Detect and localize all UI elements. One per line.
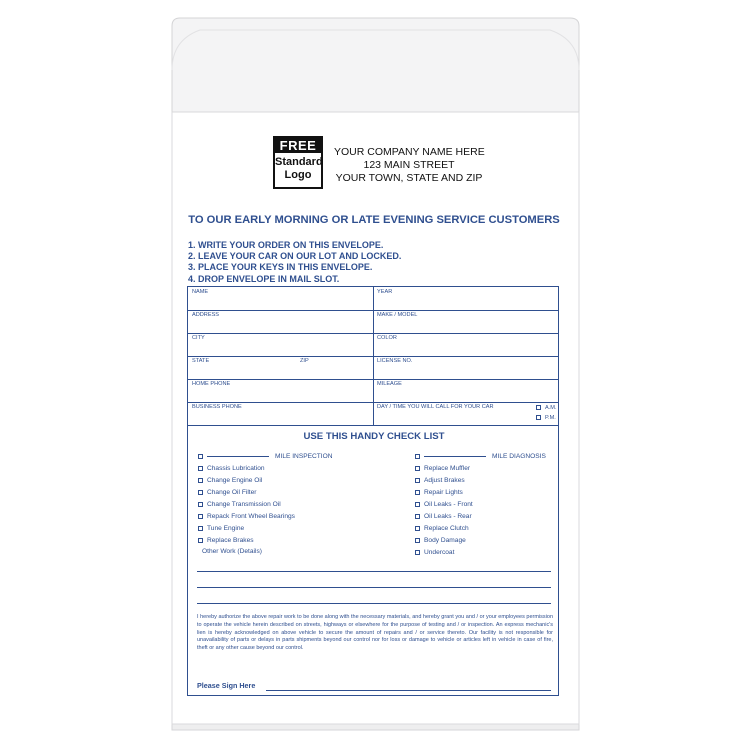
- checkbox[interactable]: [415, 466, 420, 471]
- instruction-item: 3. PLACE YOUR KEYS IN THIS ENVELOPE.: [188, 262, 373, 273]
- checklist-item-label: Undercoat: [424, 549, 455, 556]
- checkbox[interactable]: [198, 490, 203, 495]
- mile-diagnosis-label: MILE DIAGNOSIS: [492, 453, 546, 460]
- form-row-line: [188, 356, 558, 357]
- signature-label: Please Sign Here: [197, 681, 256, 690]
- checkbox[interactable]: [536, 415, 541, 420]
- checklist-item-label: Change Oil Filter: [207, 489, 257, 496]
- pm-option[interactable]: [536, 415, 556, 421]
- mileage-field[interactable]: MILEAGE: [377, 381, 402, 387]
- pickup-time-field[interactable]: DAY / TIME YOU WILL CALL FOR YOUR CAR: [377, 404, 494, 410]
- checklist-item[interactable]: [415, 536, 466, 545]
- checklist-item[interactable]: [198, 476, 262, 485]
- checkbox[interactable]: [415, 454, 420, 459]
- checklist-item-label: Change Transmission Oil: [207, 501, 281, 508]
- other-work-line[interactable]: [197, 571, 551, 572]
- form-row-line: [188, 379, 558, 380]
- year-field[interactable]: YEAR: [377, 289, 393, 295]
- signature-line[interactable]: [266, 690, 551, 691]
- instruction-item: 4. DROP ENVELOPE IN MAIL SLOT.: [188, 273, 340, 284]
- state-field[interactable]: STATE: [192, 358, 210, 364]
- checklist-item[interactable]: [415, 488, 463, 497]
- checklist-item-label: Replace Brakes: [207, 537, 254, 544]
- checklist-title: USE THIS HANDY CHECK LIST: [303, 431, 445, 442]
- checkbox[interactable]: [198, 502, 203, 507]
- am-option[interactable]: [536, 405, 557, 411]
- checklist-item[interactable]: [415, 512, 472, 521]
- name-field[interactable]: NAME: [192, 289, 209, 295]
- headline: TO OUR EARLY MORNING OR LATE EVENING SERVICE CUSTOMERS: [188, 214, 560, 226]
- checkbox[interactable]: [536, 405, 541, 410]
- checklist-item-label: Adjust Brakes: [424, 477, 465, 484]
- license-field[interactable]: LICENSE NO.: [377, 358, 413, 364]
- form-row-line: [188, 402, 558, 403]
- company-name: YOUR COMPANY NAME HERE: [334, 146, 485, 158]
- checklist-item-label: Oil Leaks - Rear: [424, 513, 472, 520]
- color-field[interactable]: COLOR: [377, 335, 397, 341]
- checklist-item-label: Repair Lights: [424, 489, 463, 496]
- checkbox[interactable]: [415, 538, 420, 543]
- checkbox[interactable]: [198, 466, 203, 471]
- zip-field[interactable]: ZIP: [300, 358, 309, 364]
- company-street: 123 MAIN STREET: [363, 159, 455, 171]
- service-form: [187, 286, 559, 696]
- checkbox[interactable]: [415, 514, 420, 519]
- checklist-item-label: Change Engine Oil: [207, 477, 263, 484]
- checklist-item-label: Repack Front Wheel Bearings: [207, 513, 295, 520]
- instruction-item: 1. WRITE YOUR ORDER ON THIS ENVELOPE.: [188, 240, 384, 250]
- am-label: A.M.: [545, 405, 557, 411]
- form-row-line: [188, 310, 558, 311]
- checkbox[interactable]: [198, 526, 203, 531]
- checklist-item[interactable]: [415, 500, 473, 509]
- checklist-item-label: Replace Clutch: [424, 525, 469, 532]
- checklist-item-label: Body Damage: [424, 537, 466, 544]
- other-work-line[interactable]: [197, 603, 551, 604]
- instructions-list: [188, 240, 401, 285]
- pm-label: P.M.: [545, 415, 556, 421]
- logo-placeholder: [273, 136, 323, 189]
- checkbox[interactable]: [198, 538, 203, 543]
- other-work-line[interactable]: [197, 587, 551, 588]
- checklist-item-label: Tune Engine: [207, 525, 245, 532]
- checklist-item[interactable]: [198, 500, 281, 509]
- checkbox[interactable]: [198, 514, 203, 519]
- checklist-item[interactable]: [198, 536, 254, 545]
- instruction-item: 2. LEAVE YOUR CAR ON OUR LOT AND LOCKED.: [188, 251, 402, 262]
- checkbox[interactable]: [415, 526, 420, 531]
- logo-standard-text: Standard: [275, 156, 323, 168]
- logo-logo-text: Logo: [284, 169, 312, 181]
- checklist-item-label: Oil Leaks - Front: [424, 501, 473, 508]
- other-work-label: Other Work (Details): [202, 548, 262, 555]
- checklist-item[interactable]: [415, 464, 470, 473]
- checklist-item[interactable]: [415, 524, 469, 533]
- checkbox[interactable]: [415, 478, 420, 483]
- checkbox[interactable]: [198, 478, 203, 483]
- checklist-item[interactable]: [198, 512, 295, 521]
- checklist-item[interactable]: [198, 524, 244, 533]
- address-field[interactable]: ADDRESS: [192, 312, 220, 318]
- city-field[interactable]: CITY: [192, 335, 205, 341]
- mileage-blank[interactable]: [424, 456, 486, 457]
- business-phone-field[interactable]: BUSINESS PHONE: [192, 404, 242, 410]
- mileage-blank[interactable]: [207, 456, 269, 457]
- company-city: YOUR TOWN, STATE AND ZIP: [335, 172, 483, 184]
- company-address-block: [334, 146, 484, 185]
- checklist-item[interactable]: [198, 488, 256, 497]
- form-row-line: [188, 425, 558, 426]
- mile-inspection-header[interactable]: [198, 452, 333, 461]
- logo-free-text: FREE: [275, 138, 321, 153]
- form-row-line: [188, 333, 558, 334]
- checkbox[interactable]: [198, 454, 203, 459]
- authorization-text: I hereby authorize the above repair work to be done along with the necessary materials, and hereby grant you and / or your employees permission to operate the vehicle herein described on streets, highways or elsewhere for the purpose of testing and / or inspection. An express mechanic's lien is hereby acknowledged on above vehicle to secure the amount of repairs and / or service thereto. Our facility is not responsible for unavailability of parts or delays in parts shipments beyond our control nor for loss or damage to vehicle or articles left in vehicle in case of fire, theft or any other cause beyond our control.: [197, 614, 553, 652]
- checklist-item-label: Replace Muffler: [424, 465, 471, 472]
- mile-diagnosis-header[interactable]: [415, 452, 546, 461]
- checklist-item-label: Chassis Lubrication: [207, 465, 265, 472]
- make-model-field[interactable]: MAKE / MODEL: [377, 312, 418, 318]
- mile-inspection-label: MILE INSPECTION: [275, 453, 333, 460]
- checklist-item[interactable]: [415, 476, 465, 485]
- checklist-item[interactable]: [415, 548, 454, 557]
- checkbox[interactable]: [415, 502, 420, 507]
- home-phone-field[interactable]: HOME PHONE: [192, 381, 231, 387]
- checklist-item[interactable]: [198, 464, 265, 473]
- checkbox[interactable]: [415, 550, 420, 555]
- checkbox[interactable]: [415, 490, 420, 495]
